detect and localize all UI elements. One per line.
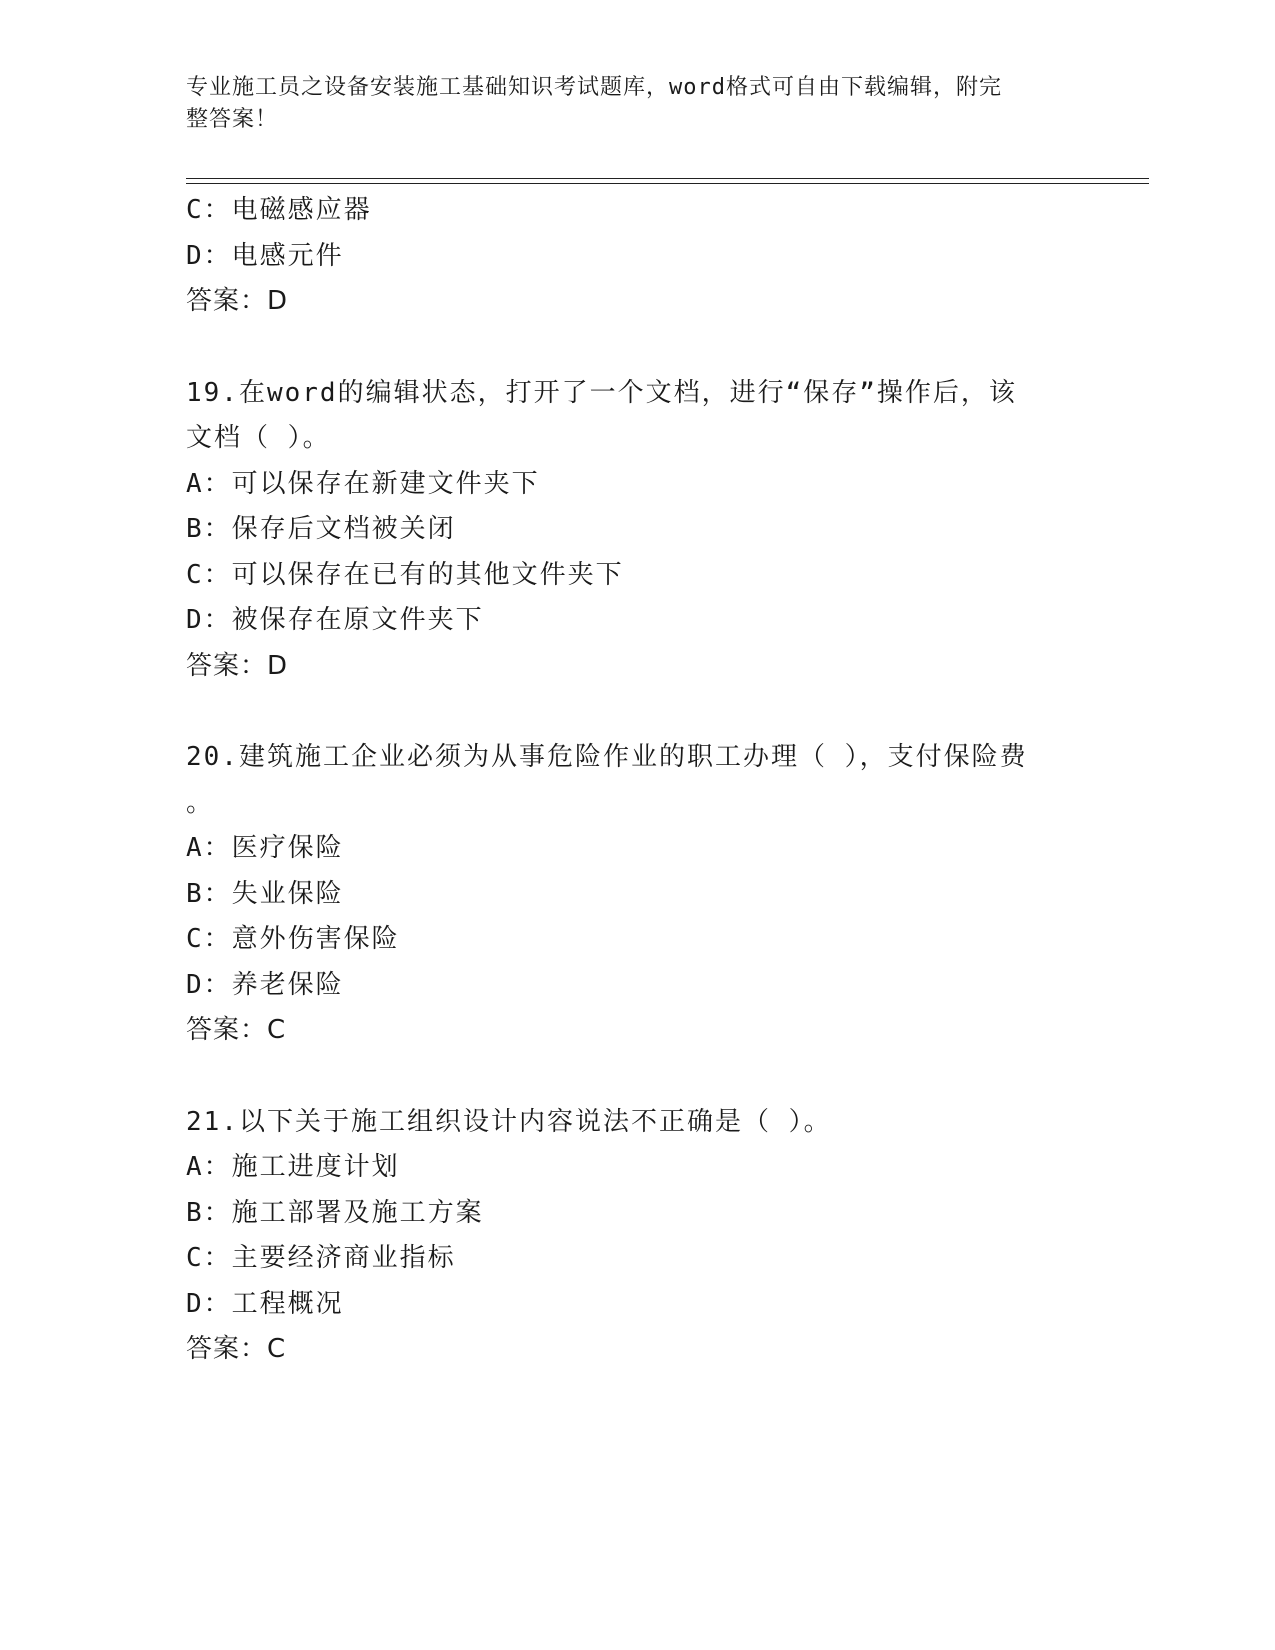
option-label: D：	[186, 1288, 232, 1319]
option-c	[186, 188, 1086, 234]
question-block-19	[186, 371, 1086, 690]
option-label: A：	[186, 833, 232, 863]
question-stem-line: 21.以下关于施工组织设计内容说法不正确是（ ）。	[186, 1106, 832, 1137]
header-divider-bottom	[186, 183, 1149, 184]
option-a	[186, 1145, 1086, 1191]
option-text: 可以保存在已有的其他文件夹下	[231, 559, 624, 590]
answer-line: 答案：D	[186, 650, 289, 681]
option-text: 保存后文档被关闭	[231, 514, 456, 544]
option-a	[186, 826, 1086, 872]
option-c	[186, 553, 1086, 599]
option-label: B：	[186, 514, 232, 544]
option-b	[186, 872, 1086, 918]
header-divider-top	[186, 178, 1149, 179]
spacer	[186, 689, 1086, 735]
question-block-21	[186, 1100, 1086, 1373]
answer-line: 答案：D	[186, 286, 289, 316]
option-text: 养老保险	[231, 969, 344, 1000]
option-b	[186, 507, 1086, 553]
option-label: C：	[186, 195, 232, 225]
option-d	[186, 598, 1086, 644]
header-line-1: 专业施工员之设备安装施工基础知识考试题库，word格式可自由下载编辑，附完	[186, 75, 1002, 100]
option-d	[186, 1282, 1086, 1328]
option-label: C：	[186, 559, 232, 590]
header-line-2: 整答案！	[186, 107, 279, 132]
answer-line: 答案：C	[186, 1334, 287, 1364]
option-text: 施工部署及施工方案	[231, 1197, 484, 1228]
option-text: 工程概况	[231, 1288, 344, 1319]
option-label: A：	[186, 1152, 232, 1182]
question-stem-line: 19.在word的编辑状态，打开了一个文档，进行“保存”操作后，该	[186, 377, 1017, 408]
option-text: 施工进度计划	[231, 1152, 400, 1182]
option-label: A：	[186, 468, 232, 499]
question-stem-line: 。	[186, 787, 215, 818]
question-stem-line: 文档（ ）。	[186, 423, 331, 453]
option-label: D：	[186, 240, 232, 271]
option-d	[186, 234, 1086, 280]
document-body	[186, 188, 1086, 1373]
option-a	[186, 462, 1086, 508]
question-block-prev	[186, 188, 1086, 325]
option-text: 意外伤害保险	[231, 924, 400, 954]
option-text: 失业保险	[231, 878, 344, 909]
spacer	[186, 1054, 1086, 1100]
option-c	[186, 1236, 1086, 1282]
question-stem-line: 20.建筑施工企业必须为从事危险作业的职工办理（ ），支付保险费	[186, 742, 1028, 772]
option-d	[186, 963, 1086, 1009]
option-text: 可以保存在新建文件夹下	[231, 468, 540, 499]
answer-line: 答案：C	[186, 1015, 287, 1045]
option-label: B：	[186, 878, 232, 909]
option-text: 医疗保险	[231, 833, 344, 863]
option-label: D：	[186, 969, 232, 1000]
option-label: B：	[186, 1197, 232, 1228]
option-b	[186, 1191, 1086, 1237]
option-label: C：	[186, 924, 232, 954]
option-text: 被保存在原文件夹下	[231, 605, 484, 635]
option-text: 主要经济商业指标	[231, 1243, 456, 1273]
document-header	[186, 72, 1066, 136]
option-label: D：	[186, 605, 232, 635]
option-text: 电磁感应器	[231, 195, 372, 225]
question-block-20	[186, 735, 1086, 1054]
spacer	[186, 325, 1086, 371]
option-label: C：	[186, 1243, 232, 1273]
option-c	[186, 917, 1086, 963]
option-text: 电感元件	[231, 240, 344, 271]
